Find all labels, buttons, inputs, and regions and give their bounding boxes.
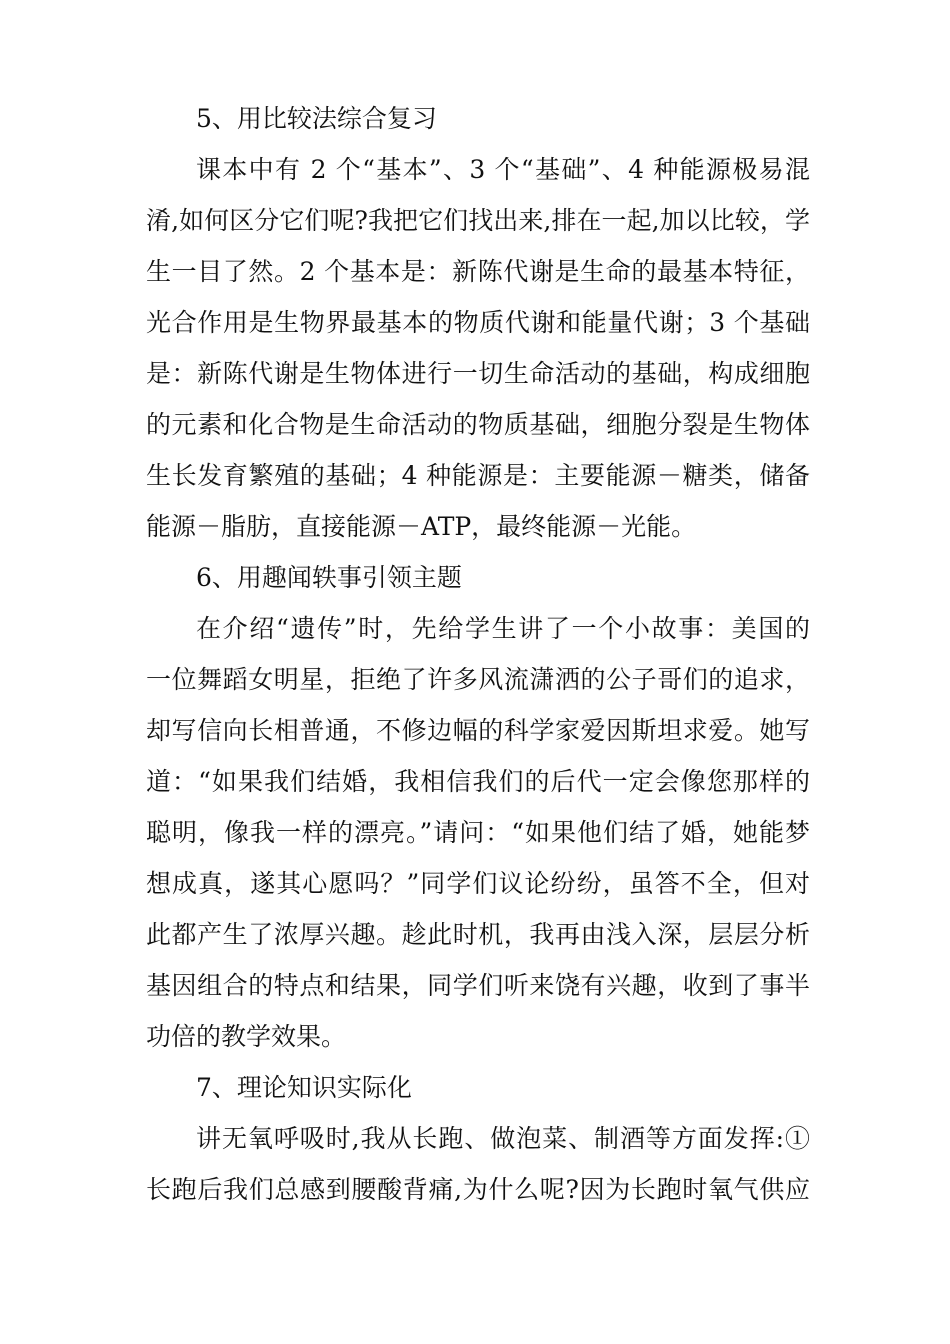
text-line: 光合作用是生物界最基本的物质代谢和能量代谢；3 个基础 bbox=[146, 308, 810, 337]
text-line: 讲无氧呼吸时,我从长跑、做泡菜、制酒等方面发挥:① bbox=[196, 1124, 810, 1153]
text-line: 的元素和化合物是生命活动的物质基础，细胞分裂是生物体 bbox=[146, 410, 810, 439]
text-line: 生一目了然。2 个基本是：新陈代谢是生命的最基本特征， bbox=[146, 257, 810, 286]
text-line: 课本中有 2 个“基本”、3 个“基础”、4 种能源极易混 bbox=[196, 155, 810, 184]
text-line: 功倍的教学效果。 bbox=[146, 1022, 347, 1051]
text-line: 6、用趣闻轶事引领主题 bbox=[196, 563, 462, 592]
text-line: 长跑后我们总感到腰酸背痛,为什么呢?因为长跑时氧气供应 bbox=[146, 1175, 810, 1204]
text-line: 道：“如果我们结婚，我相信我们的后代一定会像您那样的 bbox=[146, 767, 810, 796]
text-line: 聪明，像我一样的漂亮。”请问：“如果他们结了婚，她能梦 bbox=[146, 818, 810, 847]
text-line: 想成真，遂其心愿吗？”同学们议论纷纷，虽答不全，但对 bbox=[146, 869, 810, 898]
text-line: 5、用比较法综合复习 bbox=[196, 104, 437, 133]
document-body bbox=[146, 93, 810, 1215]
text-line: 此都产生了浓厚兴趣。趁此时机，我再由浅入深，层层分析 bbox=[146, 920, 810, 949]
text-line: 生长发育繁殖的基础；4 种能源是：主要能源－糖类，储备 bbox=[146, 461, 810, 490]
text-line: 淆,如何区分它们呢?我把它们找出来,排在一起,加以比较，学 bbox=[146, 206, 810, 235]
text-line: 一位舞蹈女明星，拒绝了许多风流潇洒的公子哥们的追求， bbox=[146, 665, 810, 694]
text-line: 7、理论知识实际化 bbox=[196, 1073, 412, 1102]
text-line: 却写信向长相普通，不修边幅的科学家爱因斯坦求爱。她写 bbox=[146, 716, 810, 745]
text-line: 是：新陈代谢是生物体进行一切生命活动的基础，构成细胞 bbox=[146, 359, 810, 388]
text-line: 在介绍“遗传”时，先给学生讲了一个小故事：美国的 bbox=[196, 614, 810, 643]
text-line: 能源－脂肪，直接能源－ATP，最终能源－光能。 bbox=[146, 512, 697, 541]
text-line: 基因组合的特点和结果，同学们听来饶有兴趣，收到了事半 bbox=[146, 971, 810, 1000]
